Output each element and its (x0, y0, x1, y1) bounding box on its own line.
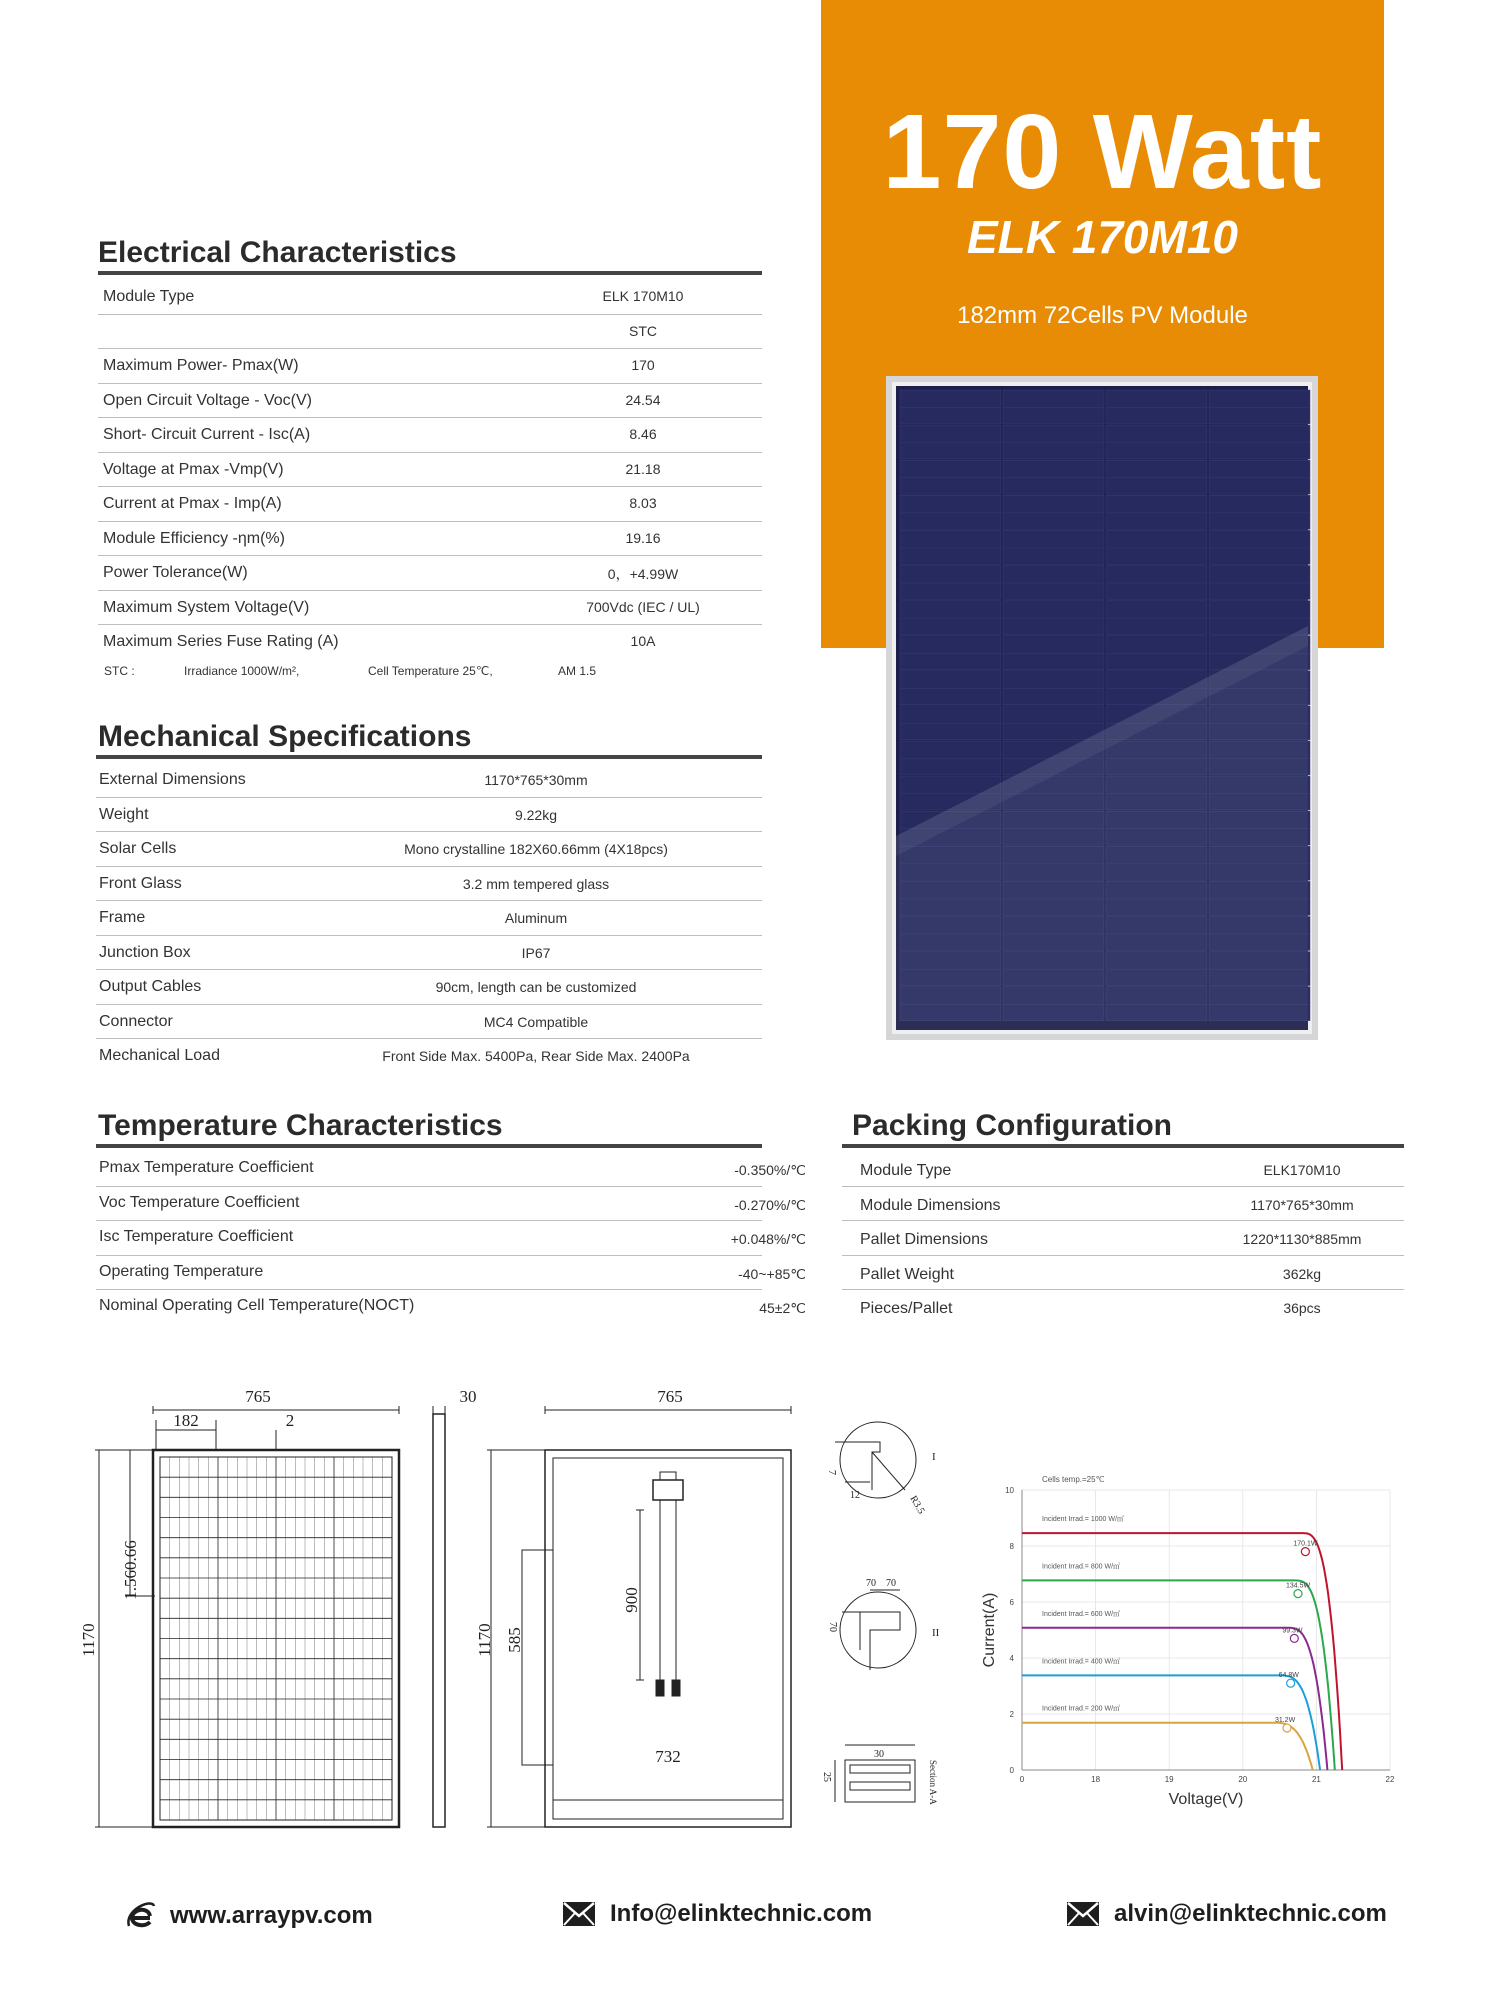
row-label: Open Circuit Voltage - Voc(V) (103, 391, 312, 409)
table-row (96, 970, 762, 1005)
row-label: Current at Pmax - Imp(A) (103, 495, 282, 512)
table-row (98, 349, 762, 384)
solar-cell (1003, 636, 1104, 670)
row-value: 10A (630, 633, 656, 649)
mpp-label: 31.2W (1274, 1717, 1296, 1724)
y-tick-label: 0 (1009, 1766, 1014, 1775)
mpp-label: 99.3W (1282, 1627, 1303, 1635)
dim-height: 1170 (79, 1623, 98, 1657)
detail-b-tag: II (932, 1627, 940, 1639)
solar-cell (900, 741, 1001, 775)
solar-cell (900, 671, 1001, 705)
solar-cell (900, 460, 1001, 494)
table-row (96, 1290, 806, 1325)
detail-views (835, 1422, 916, 1802)
table-row (98, 556, 762, 591)
solar-cell (900, 530, 1001, 564)
row-value: 8.46 (629, 426, 657, 442)
dim-depth: 30 (459, 1387, 477, 1406)
side-view-drawing (433, 1406, 445, 1827)
row-label: Short- Circuit Current - Isc(A) (103, 426, 311, 443)
detail-b-dim3: 70 (827, 1622, 838, 1632)
mpp-point (1301, 1548, 1309, 1556)
mpp-point (1290, 1634, 1298, 1642)
row-label: Module Type (860, 1162, 952, 1179)
row-value: MC4 Compatible (483, 1013, 589, 1030)
iv-curve-chart (980, 1470, 1400, 1810)
electrical-divider (98, 271, 762, 275)
packing-table (842, 1152, 1404, 1325)
table-row (96, 1221, 806, 1256)
row-label: Module Dimensions (860, 1196, 1001, 1214)
solar-cell (1106, 530, 1207, 564)
row-value: 0，+4.99W (607, 566, 679, 582)
detail-a-dim2: 12 (850, 1490, 860, 1501)
row-label: External Dimensions (99, 771, 246, 788)
x-tick-label: 22 (1385, 1775, 1395, 1784)
x-tick-label: 18 (1091, 1775, 1101, 1784)
mpp-point (1294, 1590, 1302, 1598)
dim-back-width: 765 (657, 1387, 683, 1406)
email-alvin-text: alvin@elinktechnic.com (1114, 1900, 1387, 1927)
dim-cell-height: 1.560.66 (121, 1540, 140, 1600)
row-label: Junction Box (99, 943, 191, 961)
x-tick-label: 20 (1238, 1775, 1248, 1784)
solar-cell (1003, 566, 1104, 600)
solar-cell (900, 601, 1001, 635)
row-label: Operating Temperature (99, 1262, 264, 1280)
solar-cell (1106, 460, 1207, 494)
row-label: Module Efficiency -ηm(%) (103, 529, 285, 547)
detail-a-dim3: R3.5 (907, 1494, 927, 1517)
table-row (96, 867, 762, 902)
row-label: Maximum System Voltage(V) (103, 598, 310, 616)
dim-cell-width: 182 (173, 1411, 199, 1430)
solar-cell (1106, 390, 1207, 424)
row-label: Solar Cells (99, 840, 177, 857)
mechanical-title: Mechanical Specifications (98, 720, 472, 753)
mpp-label: 170.1W (1293, 1540, 1318, 1548)
detail-b-dim2: 70 (886, 1578, 896, 1589)
dim-cable: 900 (622, 1587, 641, 1613)
table-row (98, 487, 762, 522)
solar-cell (1106, 495, 1207, 529)
table-row (96, 1152, 806, 1187)
table-row (842, 1256, 1404, 1291)
solar-cell (900, 706, 1001, 740)
row-label: Pallet Weight (860, 1265, 954, 1283)
detail-c-dim1: 30 (874, 1749, 884, 1760)
mechanical-divider (96, 755, 762, 759)
row-label: Front Glass (99, 874, 182, 892)
dim-gap: 2 (285, 1411, 295, 1430)
row-value: 170 (631, 357, 655, 373)
row-value: 3.2 mm tempered glass (462, 875, 610, 892)
row-value-text: +0.048%/℃ (730, 1231, 806, 1247)
row-label: Module Type (103, 288, 195, 305)
row-label: Isc Temperature Coefficient (99, 1228, 294, 1245)
row-value-text: -0.270%/℃ (734, 1196, 806, 1213)
iv-curve-line (1022, 1628, 1327, 1770)
series-legend-label: Incident Irrad.= 1000 W/㎡ (1042, 1516, 1124, 1524)
dim-back-height: 1170 (475, 1623, 494, 1657)
x-axis-label: Voltage(V) (1168, 1791, 1244, 1808)
row-label: Pallet Dimensions (860, 1231, 989, 1248)
solar-cell (1209, 390, 1310, 424)
table-row (842, 1290, 1404, 1325)
row-value: 362kg (1282, 1265, 1322, 1282)
table-row (96, 1005, 762, 1040)
stc-irradiance: Irradiance 1000W/m², (184, 664, 300, 678)
row-value: Mono crystalline 182X60.66mm (4X18pcs) (404, 841, 668, 857)
table-row (96, 901, 762, 936)
detail-b-dim1: 70 (866, 1578, 876, 1589)
table-row (842, 1187, 1404, 1222)
row-value: 19.16 (625, 529, 661, 546)
row-label: Mechanical Load (99, 1047, 220, 1064)
x-tick-label: 21 (1311, 1775, 1321, 1784)
y-axis-label: Current(A) (981, 1592, 998, 1668)
detail-a-dim1: 7 (826, 1470, 837, 1475)
stc-label: STC : (104, 664, 135, 678)
solar-cell (1209, 566, 1310, 600)
detail-a-tag: I (932, 1451, 936, 1463)
solar-cell (1209, 460, 1310, 494)
row-value: STC (629, 322, 657, 339)
hero-watt: 170 Watt (882, 93, 1323, 211)
solar-cell (1003, 530, 1104, 564)
table-row (98, 591, 762, 626)
row-label: Maximum Series Fuse Rating (A) (103, 633, 339, 650)
detail-c-tag: Section A-A (928, 1760, 938, 1805)
envelope-icon (562, 1901, 596, 1927)
row-label: Connector (99, 1012, 173, 1030)
series-legend-label: Incident Irrad.= 600 W/㎡ (1042, 1610, 1121, 1618)
footer (0, 1900, 1485, 1950)
solar-cell (1003, 425, 1104, 459)
solar-cell (1003, 601, 1104, 635)
solar-cell (900, 636, 1001, 670)
table-row (96, 936, 762, 971)
hero-subtitle: 182mm 72Cells PV Module (957, 302, 1248, 329)
browser-e-icon (126, 1900, 156, 1932)
packing-title: Packing Configuration (852, 1109, 1173, 1142)
row-value-text: 45±2℃ (759, 1300, 806, 1316)
footer-website[interactable] (126, 1900, 373, 1932)
row-value-text: -40~+85℃ (738, 1265, 806, 1282)
row-value: 24.54 (625, 391, 661, 408)
row-value: Aluminum (504, 910, 568, 926)
row-value-text: -0.350%/℃ (734, 1162, 806, 1178)
solar-cell (1106, 566, 1207, 600)
mpp-point (1287, 1679, 1295, 1687)
solar-cell (1003, 460, 1104, 494)
row-label: Nominal Operating Cell Temperature(NOCT) (99, 1297, 415, 1314)
table-row (98, 280, 762, 315)
hero-model: ELK 170M10 (966, 211, 1238, 263)
table-row (98, 453, 762, 488)
series-legend-label: Incident Irrad.= 800 W/㎡ (1042, 1563, 1121, 1571)
packing-divider (842, 1144, 1404, 1148)
envelope-icon (1066, 1901, 1100, 1927)
website-text: www.arraypv.com (170, 1902, 373, 1929)
solar-cell (1106, 636, 1207, 670)
dim-front-width: 765 (245, 1387, 271, 1406)
row-label: Maximum Power- Pmax(W) (103, 357, 299, 374)
mpp-point (1283, 1724, 1291, 1732)
solar-cell (900, 425, 1001, 459)
table-row (842, 1152, 1404, 1187)
electrical-title: Electrical Characteristics (98, 236, 457, 269)
solar-cell (1003, 390, 1104, 424)
table-row (96, 798, 762, 833)
temperature-table (96, 1152, 806, 1325)
solar-cell (1209, 601, 1310, 635)
dim-mount-pos: 585 (505, 1627, 524, 1653)
row-value: 700Vdc (IEC / UL) (586, 598, 700, 615)
row-label: Frame (99, 909, 146, 926)
table-row (98, 384, 762, 419)
row-label: Pmax Temperature Coefficient (99, 1159, 314, 1176)
row-label: Voltage at Pmax -Vmp(V) (103, 460, 284, 478)
table-row (96, 1187, 806, 1222)
temperature-divider (96, 1144, 762, 1148)
row-value: 90cm, length can be customized (435, 979, 637, 995)
solar-cell (900, 495, 1001, 529)
x-tick-label: 19 (1164, 1775, 1174, 1784)
table-row (96, 1256, 806, 1291)
solar-cell (900, 566, 1001, 600)
stc-cell-temp: Cell Temperature 25℃, (368, 664, 493, 678)
chart-title: Cells temp.=25℃ (1042, 1475, 1105, 1484)
y-tick-label: 4 (1009, 1654, 1014, 1663)
solar-cell (900, 390, 1001, 424)
row-value: 21.18 (625, 460, 661, 477)
row-value: Front Side Max. 5400Pa, Rear Side Max. 2400Pa (382, 1048, 690, 1064)
stc-am: AM 1.5 (558, 664, 597, 678)
table-row (96, 832, 762, 867)
solar-cell (1003, 671, 1104, 705)
row-label: Weight (99, 805, 149, 823)
row-label: Voc Temperature Coefficient (99, 1193, 300, 1211)
row-label: Output Cables (99, 978, 202, 995)
mechanical-table (96, 763, 762, 1074)
solar-cell (1003, 706, 1104, 740)
mpp-label: 134.5W (1286, 1582, 1311, 1590)
row-value: ELK 170M10 (602, 288, 684, 304)
dim-mount-span: 732 (655, 1747, 681, 1766)
row-value: 1220*1130*885mm (1242, 1231, 1362, 1247)
solar-cell (1209, 495, 1310, 529)
footer-email-info[interactable] (562, 1900, 872, 1928)
table-row (842, 1221, 1404, 1256)
table-row (98, 625, 762, 660)
solar-cell (1209, 530, 1310, 564)
row-value: 9.22kg (514, 806, 558, 823)
y-tick-label: 8 (1009, 1542, 1014, 1551)
y-tick-label: 10 (1005, 1486, 1014, 1495)
row-label: Pieces/Pallet (860, 1300, 953, 1317)
series-legend-label: Incident Irrad.= 400 W/㎡ (1042, 1658, 1121, 1666)
solar-cell (1106, 601, 1207, 635)
row-label: Power Tolerance(W) (103, 564, 248, 581)
x-tick-label: 0 (1019, 1775, 1025, 1784)
row-value: 1170*765*30mm (484, 772, 588, 788)
solar-cell (1003, 495, 1104, 529)
footer-email-alvin[interactable] (1066, 1900, 1387, 1928)
table-row (98, 315, 762, 350)
temperature-title: Temperature Characteristics (98, 1109, 503, 1142)
front-view-drawing (95, 1406, 399, 1827)
back-view-drawing (487, 1406, 791, 1827)
series-legend-label: Incident Irrad.= 200 W/㎡ (1042, 1705, 1121, 1713)
row-value: 1170*765*30mm (1250, 1196, 1354, 1213)
solar-cell (1209, 425, 1310, 459)
table-row (98, 418, 762, 453)
row-value: ELK170M10 (1263, 1162, 1341, 1178)
y-tick-label: 6 (1009, 1598, 1014, 1607)
solar-panel-image (886, 376, 1318, 1040)
y-tick-label: 2 (1009, 1710, 1014, 1719)
iv-curve-line (1022, 1723, 1313, 1770)
row-value: 36pcs (1283, 1300, 1321, 1316)
row-value: IP67 (521, 944, 551, 961)
detail-c-dim2: 25 (821, 1772, 832, 1782)
email-info-text: Info@elinktechnic.com (610, 1900, 873, 1927)
table-row (96, 763, 762, 798)
mpp-label: 64.8W (1278, 1672, 1299, 1680)
solar-cell (1106, 425, 1207, 459)
table-row (98, 522, 762, 557)
electrical-table (98, 280, 762, 660)
table-row (96, 1039, 762, 1074)
row-value: 8.03 (629, 495, 657, 511)
